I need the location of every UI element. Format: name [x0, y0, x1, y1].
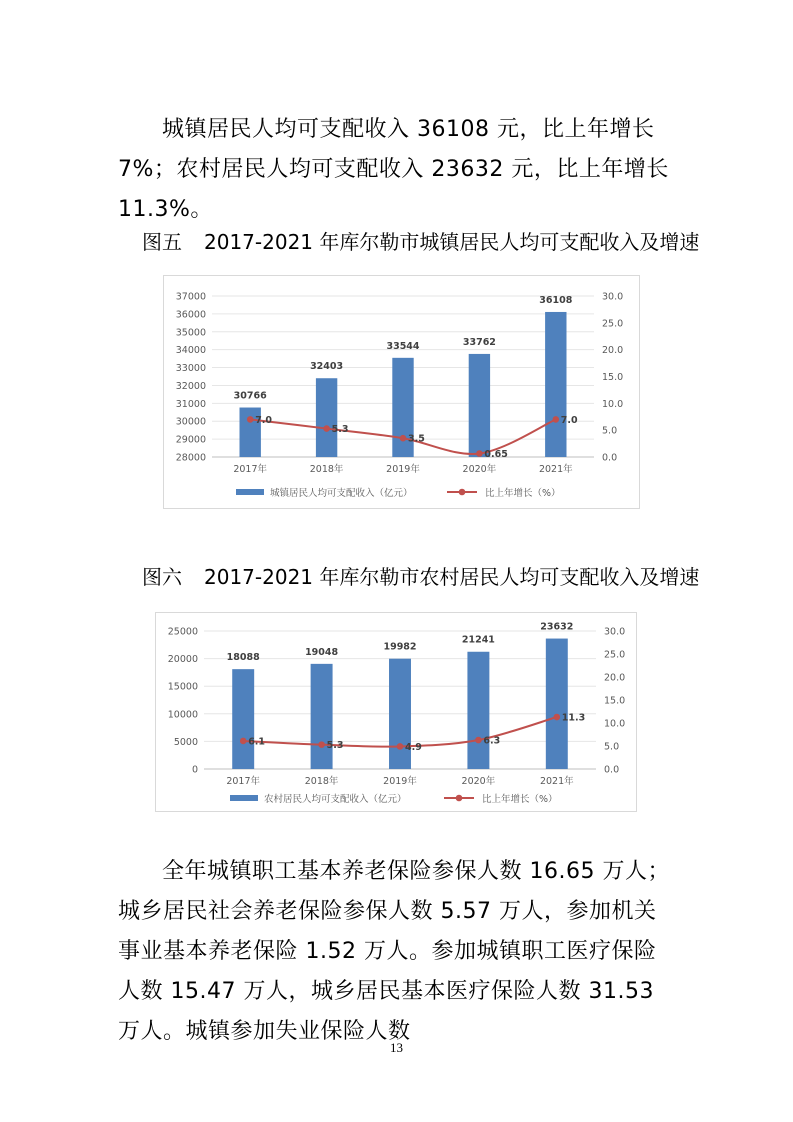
legend-bar-label: 城镇居民人均可支配收入（亿元） — [270, 488, 413, 499]
y-axis-tick-label: 28000 — [175, 452, 206, 464]
growth-point — [397, 743, 404, 750]
growth-point — [240, 738, 247, 745]
bar-data-label: 32403 — [310, 361, 344, 373]
growth-point — [554, 714, 561, 721]
intro-paragraph: 城镇居民人均可支配收入 36108 元，比上年增长 7%；农村居民人均可支配收入 23632 元，比上年增长 11.3%。 — [118, 117, 669, 222]
x-axis-tick-label: 2018年 — [309, 464, 344, 475]
y-axis-tick-label: 30000 — [175, 416, 206, 428]
bar — [467, 652, 489, 769]
y2-axis-tick-label: 0.0 — [602, 452, 618, 464]
growth-data-label: 3.5 — [408, 433, 425, 445]
bar-data-label: 19048 — [305, 646, 339, 658]
growth-point — [323, 425, 330, 432]
y-axis-tick-label: 15000 — [167, 681, 198, 693]
bar — [311, 664, 333, 769]
growth-data-label: 7.0 — [560, 414, 578, 426]
page-number: 13 — [390, 1040, 403, 1055]
chart-rural-income — [155, 612, 637, 812]
growth-data-label: 11.3 — [561, 712, 586, 724]
x-axis-tick-label: 2019年 — [383, 776, 417, 787]
y-axis-tick-label: 36000 — [175, 309, 206, 321]
bar — [545, 312, 566, 457]
growth-data-label: 4.9 — [405, 741, 422, 753]
bar-data-label: 33544 — [386, 340, 420, 352]
figure-5-number: 图五 — [142, 230, 182, 254]
figure-6-title — [142, 563, 702, 591]
y2-axis-tick-label: 10.0 — [604, 718, 626, 730]
legend-line-label: 比上年增长（%） — [482, 794, 558, 805]
legend-bar-swatch — [230, 795, 258, 801]
y2-axis-tick-label: 25.0 — [604, 649, 626, 661]
y2-axis-tick-label: 5.0 — [604, 741, 620, 753]
figure-6-caption: 2017-2021 年库尔勒市农村居民人均可支配收入及增速 — [204, 565, 700, 589]
bar-data-label: 21241 — [461, 634, 495, 646]
growth-data-label: 5.3 — [326, 740, 344, 752]
x-axis-tick-label: 2020年 — [461, 776, 496, 787]
y-axis-tick-label: 33000 — [175, 363, 206, 375]
legend-bar-label: 农村居民人均可支配收入（亿元） — [264, 794, 407, 805]
legend-line-label: 比上年增长（%） — [485, 488, 561, 499]
x-axis-tick-label: 2017年 — [233, 464, 268, 475]
y2-axis-tick-label: 15.0 — [604, 695, 626, 707]
y-axis-tick-label: 34000 — [175, 345, 206, 357]
bar-data-label: 19982 — [383, 641, 417, 653]
figure-5-caption: 2017-2021 年库尔勒市城镇居民人均可支配收入及增速 — [204, 230, 700, 254]
y-axis-tick-label: 25000 — [167, 626, 198, 638]
y2-axis-tick-label: 5.0 — [602, 425, 618, 437]
bar-data-label: 30766 — [233, 390, 267, 402]
growth-data-label: 6.1 — [248, 736, 266, 748]
social-insurance-paragraph: 全年城镇职工基本养老保险参保人数 16.65 万人；城乡居民社会养老保险参保人数 5.57 万人，参加机关事业基本养老保险 1.52 万人。参加城镇职工医疗保险人数 15.47 万人，城乡居民基本医疗保险人数 31.53 万人。城镇参加失业保险人数 — [118, 859, 670, 1044]
bar — [316, 378, 337, 457]
y2-axis-tick-label: 10.0 — [602, 398, 624, 410]
legend-line-marker — [456, 795, 463, 802]
y-axis-tick-label: 31000 — [175, 398, 206, 410]
chart-urban-income-svg — [164, 276, 639, 508]
chart-rural-income-svg — [156, 613, 636, 811]
x-axis-tick-label: 2018年 — [304, 776, 339, 787]
bar-data-label: 23632 — [540, 621, 574, 633]
x-axis-tick-label: 2019年 — [386, 464, 420, 475]
bar-data-label: 33762 — [462, 336, 496, 348]
growth-data-label: 7.0 — [255, 414, 273, 426]
x-axis-tick-label: 2021年 — [539, 776, 574, 787]
y-axis-tick-label: 0 — [191, 764, 198, 776]
legend-line-marker — [459, 489, 466, 496]
bar-data-label: 18088 — [226, 652, 260, 664]
chart-urban-income — [163, 275, 640, 509]
bar — [546, 639, 568, 769]
bar-data-label: 36108 — [539, 294, 573, 306]
y2-axis-tick-label: 0.0 — [604, 764, 620, 776]
y-axis-tick-label: 5000 — [173, 736, 198, 748]
y2-axis-tick-label: 30.0 — [602, 291, 624, 303]
figure-5-title — [142, 228, 702, 256]
growth-data-label: 6.3 — [483, 735, 501, 747]
y2-axis-tick-label: 15.0 — [602, 372, 624, 383]
y-axis-tick-label: 29000 — [175, 434, 206, 446]
y2-axis-tick-label: 20.0 — [602, 345, 624, 357]
growth-data-label: 5.3 — [331, 424, 349, 436]
y-axis-tick-label: 32000 — [175, 380, 206, 392]
y2-axis-tick-label: 25.0 — [602, 318, 624, 330]
growth-point — [400, 435, 407, 442]
x-axis-tick-label: 2021年 — [538, 464, 573, 475]
growth-point — [318, 741, 325, 748]
y-axis-tick-label: 37000 — [175, 291, 206, 303]
y2-axis-tick-label: 20.0 — [604, 672, 626, 684]
x-axis-tick-label: 2020年 — [462, 464, 497, 475]
x-axis-tick-label: 2017年 — [226, 776, 261, 787]
y-axis-tick-label: 10000 — [167, 709, 198, 721]
growth-point — [553, 416, 560, 423]
growth-point — [475, 737, 482, 744]
y-axis-tick-label: 35000 — [175, 327, 206, 339]
y-axis-tick-label: 20000 — [167, 654, 198, 666]
bar — [232, 669, 254, 769]
figure-6-number: 图六 — [142, 565, 182, 589]
legend-bar-swatch — [236, 489, 264, 495]
growth-point — [476, 450, 483, 457]
y2-axis-tick-label: 30.0 — [604, 626, 626, 638]
growth-data-label: 0.65 — [484, 449, 508, 461]
growth-point — [247, 416, 254, 423]
bar — [469, 354, 490, 457]
